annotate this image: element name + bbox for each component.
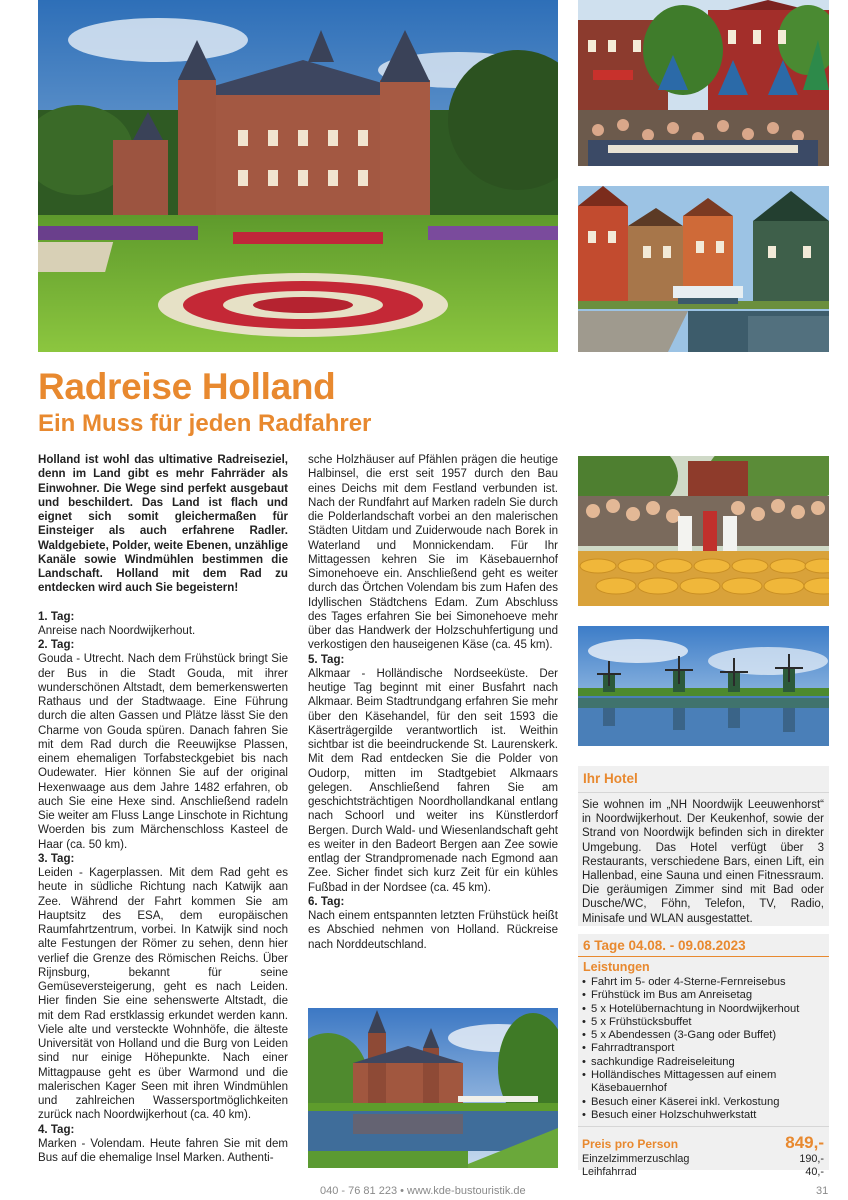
day-4-label: 4. Tag: (38, 1123, 75, 1136)
page-subtitle: Ein Muss für jeden Radfahrer (38, 410, 372, 437)
service-item: • Besuch einer Käserei inkl. Verkostung (582, 1096, 824, 1109)
day-5-label: 5. Tag: (308, 653, 345, 666)
price-row (578, 1126, 829, 1153)
text-column-1 (38, 453, 288, 1165)
extra-value: 40,- (805, 1166, 824, 1179)
extra-label: Leihfahrrad (582, 1166, 637, 1179)
hotel-heading: Ihr Hotel (578, 766, 829, 793)
service-item: • 5 x Frühstücksbuffet (582, 1016, 824, 1029)
price-label: Preis pro Person (582, 1137, 679, 1152)
church-photo (308, 1008, 558, 1168)
service-item: • Fahrradtransport (582, 1042, 824, 1055)
hotel-description: Sie wohnen im „NH Noordwijk Leeuwenhorst“ in Noordwijkerhout. Der Keukenhof, sowie der Strand von Noordwijk befinden sich in direkter Umgebung. Das Hotel verfügt über 3 Restaurants, verschiedene Bars, einen Lift, ein Hallenbad, eine Sauna und einen Fitnessraum. Die geräumigen Zimmer sind mit Bad oder Dusche/WC, Föhn, Telefon, TV, Radio, Minisafe und WLAN ausgestattet. (582, 799, 824, 925)
intro-paragraph: Holland ist wohl das ultimative Radreiseziel, denn im Land gibt es mehr Fahrräder als Einwohner. Die Wege sind perfekt ausgebaut und beschildert. Das Land ist flach und eignet sich somit gleichermaßen für Einsteiger als auch erfahrene Radler. Waldgebiete, Polder, weite Ebenen, unzählige Kanäle sowie Windmühlen bestimmen die Landschaft. Holland mit dem Rad zu entdecken wird auch Sie begeistern! (38, 454, 288, 595)
travel-dates: 6 Tage 04.08. - 09.08.2023 (578, 934, 829, 957)
windmills-photo (578, 626, 829, 746)
service-item: • Holländisches Mittagessen auf einem Käsebauernhof (582, 1069, 824, 1096)
day-6-label: 6. Tag: (308, 895, 345, 908)
day-2-text: Gouda - Utrecht. Nach dem Frühstück bringt Sie der Bus in die Stadt Gouda, mit ihrer wunderschönen Altstadt, dem bemerkenswerten Rathaus und der Stadtwaage. Eine Führung durch die alten Gassen und Plätze lässt Sie den Charme von Gouda spüren. Danach fahren Sie mit dem Rad durch die Reeuwijkse Plassen, einem ehemaligen Torfabsteckgebiet bis nach Oudewater. Hier können Sie auf der original Hexenwaage aus dem Jahre 1482 erfahren, ob auch Sie eine Hexe sind. Anschließend radeln Sie weiter am Fluss Lange Linschote in Richtung Woerden bis zum Märchenschloss Kasteel de Haar (ca. 50 km). (38, 653, 288, 851)
service-item: • Fahrt im 5- oder 4-Sterne-Fernreisebus (582, 976, 824, 989)
extra-label: Einzelzimmerzuschlag (582, 1153, 690, 1166)
cheese-market-photo (578, 456, 829, 606)
day-3-text: Leiden - Kagerplassen. Mit dem Rad geht es heute in südliche Richtung nach Katwijk aan Zee. Während der Fahrt kommen Sie am Hauptsitz des ESA, dem europäischen Raumfahrtzentrum, vorbei. In Katwijk sind noch alte Festungen der Römer zu sehen, denn hier verlief die Grenze des Römischen Reichs. Über Rijnsburg, bekannt für seine Gemüseversteigerung, geht es nach Leiden. Hier finden Sie eine sehenswerte Altstadt, die mit dem Rad erstklassig erkundet werden kann. Viele alte und versteckte Wohnhöfe, die älteste Universität von Holland und die Burg von Leiden sind nur einige Höhepunkte. Nach einer Mittagpause geht es über Warmond und die malerischen Kager Seen mit ihren Windmühlen und zahlreichen Wassersportmöglichkeiten zurück nach Noordwijkerhout (ca. 40 km). (38, 867, 288, 1122)
day-3-label: 3. Tag: (38, 852, 75, 865)
day-5-text: Alkmaar - Holländische Nordseeküste. Der heutige Tag beginnt mit einer Busfahrt nach Alkmaar. Beim Stadtrundgang erfahren Sie mehr über den Käsehandel, für den seit 1593 die Käserträgergilde verantwortlich ist. Weithin sichtbar ist die beeindruckende St. Laurenskerk. Mit dem Rad entdecken Sie die Polder von Oudorp, mitten im Stadtgebiet Alkmaars gelegen. Anschließend fahren Sie am geschichtsträchtigen Noordhollandkanal entlang nach Schoorl und weiter ins Künstlerdorf Bergen. Durch Wald- und Wiesenlandschaft geht es weiter in den Badeort Bergen aan Zee sowie entlag der Strandpromenade nach Egmond aan Zee. Sicher findet sich kurz Zeit für ein kühles Fußbad in der Nordsee (ca. 45 km). (308, 667, 558, 894)
footer-contact: 040 - 76 81 223 • www.kde-bustouristik.de (320, 1185, 526, 1197)
services-heading: Leistungen (583, 960, 650, 974)
canal-houses-photo (578, 186, 829, 352)
service-item: • Frühstück im Bus am Anreisetag (582, 989, 824, 1002)
service-item: • Besuch einer Holzschuhwerkstatt (582, 1109, 824, 1122)
day-4-text-continued: sche Holzhäuser auf Pfählen prägen die heutige Halbinsel, die erst seit 1957 durch den Bau eines Deichs mit dem Festland verbunden ist. Nach der Rundfahrt auf Marken radeln Sie durch die Polderlandschaft vorbei an den malerischen Städten Uitdam und Zuiderwoude nach Borek in Waterland und Monnickendam. Für Ihr Mittagessen kehren Sie im Käsebauernhof Simonehoeve ein. Anschließend geht es weiter durch das Örtchen Volendam bis zum Hafen des Idyllischen Städtchens Edam. Zum Abschluss des Tages erfahren Sie bei Simonehoeve mehr über das Handwerk der Holzschuhfertigung und verkostigen den hauseigenen Käse (ca. 45 km). (308, 454, 558, 652)
text-column-2 (308, 453, 558, 952)
service-item: • sachkundige Radreiseleitung (582, 1056, 824, 1069)
day-1-text: Anreise nach Noordwijkerhout. (38, 624, 196, 637)
day-6-text: Nach einem entspannten letzten Frühstück heißt es Abschied nehmen von Holland. Rückreise nach Norddeutschland. (308, 910, 558, 951)
service-item: • 5 x Abendessen (3-Gang oder Buffet) (582, 1029, 824, 1042)
day-1-label: 1. Tag: (38, 610, 75, 623)
extra-value: 190,- (799, 1153, 824, 1166)
services-list (578, 976, 829, 1122)
price-value: 849,- (785, 1133, 824, 1153)
day-4-text-start: Marken - Volendam. Heute fahren Sie mit dem Bus auf die ehemalige Insel Marken. Authenti- (38, 1137, 288, 1164)
rental-bike-row (578, 1166, 829, 1179)
service-item: • 5 x Hotelübernachtung in Noordwijkerhout (582, 1003, 824, 1016)
page-number: 31 (816, 1185, 829, 1197)
town-square-photo (578, 0, 829, 166)
page-title: Radreise Holland (38, 366, 336, 407)
castle-photo (38, 0, 558, 352)
offer-box (578, 934, 829, 1179)
single-room-surcharge-row (578, 1153, 829, 1166)
hotel-info-box (578, 766, 829, 926)
day-2-label: 2. Tag: (38, 639, 75, 651)
